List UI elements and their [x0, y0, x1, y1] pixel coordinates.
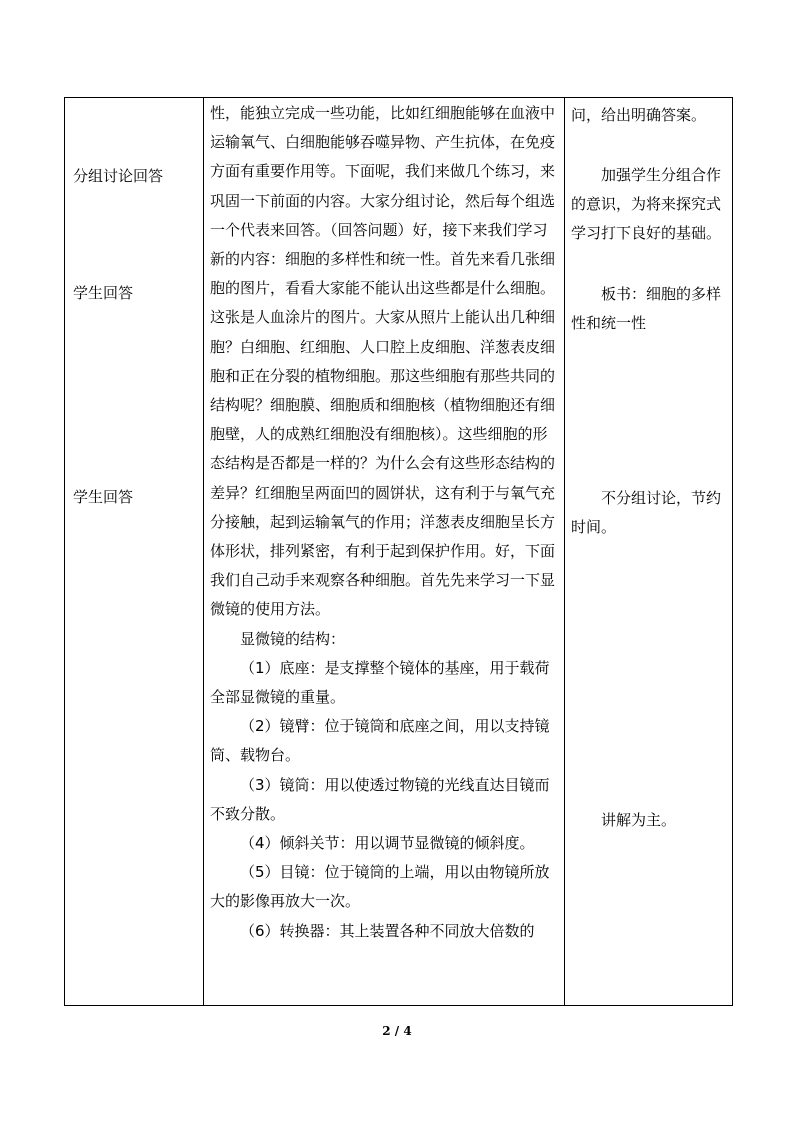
teacher-activity-content [204, 99, 564, 946]
teacher-activity-cell [204, 98, 565, 1006]
table-row [65, 98, 733, 1006]
student-activity-cell [65, 98, 204, 1006]
page-number: 2 / 4 [382, 1024, 412, 1038]
design-note: 问，给出明确答案。 [571, 106, 707, 124]
design-note: 不分组讨论，节约时间。 [571, 489, 722, 537]
lesson-paragraph: （3）镜筒：用以使透过物镜的光线直达目镜而不致分散。 [210, 775, 550, 823]
lesson-paragraph: （1）底座：是支撑整个镜体的基座，用于载荷全部显微镜的重量。 [210, 658, 550, 707]
design-intent-cell [565, 98, 733, 1006]
design-note: 板书：细胞的多样性和统一性 [571, 285, 722, 333]
student-activity-label: 分组讨论回答 [73, 167, 164, 185]
lesson-paragraph: 显微镜的结构： [240, 629, 346, 648]
student-activity-label: 学生回答 [73, 284, 134, 302]
student-activity-label: 学生回答 [73, 488, 134, 506]
design-note: 加强学生分组合作的意识，为将来探究式学习打下良好的基础。 [571, 166, 722, 243]
lesson-paragraph: （5）目镜：位于镜筒的上端，用以由物镜所放大的影像再放大一次。 [210, 863, 550, 911]
lesson-paragraph: （2）镜臂：位于镜筒和底座之间，用以支持镜筒、载物台。 [210, 717, 550, 765]
lesson-paragraph: 性，能独立完成一些功能，比如红细胞能够在血液中运输氧气、白细胞能够吞噬异物、产生抗体，在免疫方面有重要作用等。下面呢，我们来做几个练习，来巩固一下前面的内容。大家分组讨论，然后每个组选一个代表来回答。（回答问题）好，接下来我们学习新的内容：细胞的多样性和统一性。首先来看几张细胞的图片，看看大家能不能认出这些都是什么细胞。这张是人血涂片的图片。大家从照片上能认出几种细胞？白细胞、红细胞、人口腔上皮细胞、洋葱表皮细胞和正在分裂的植物细胞。那这些细胞有那些共同的结构呢？细胞膜、细胞质和细胞核（植物细胞还有细胞壁，人的成熟红细胞没有细胞核）。这些细胞的形态结构是否都是一样的？为什么会有这些形态结构的差异？红细胞呈两面凹的圆饼状，这有利于与氧气充分接触，起到运输氧气的作用；洋葱表皮细胞呈长方体形状，排列紧密，有利于起到保护作用。好，下面我们自己动手来观察各种细胞。首先先来学习一下显微镜的使用方法。 [210, 104, 556, 619]
lesson-paragraph: （6）转换器：其上装置各种不同放大倍数的 [240, 921, 535, 940]
lesson-paragraph: （4）倾斜关节：用以调节显微镜的倾斜度。 [240, 834, 535, 853]
design-note: 讲解为主。 [601, 811, 677, 829]
lesson-plan-table [64, 97, 733, 1006]
